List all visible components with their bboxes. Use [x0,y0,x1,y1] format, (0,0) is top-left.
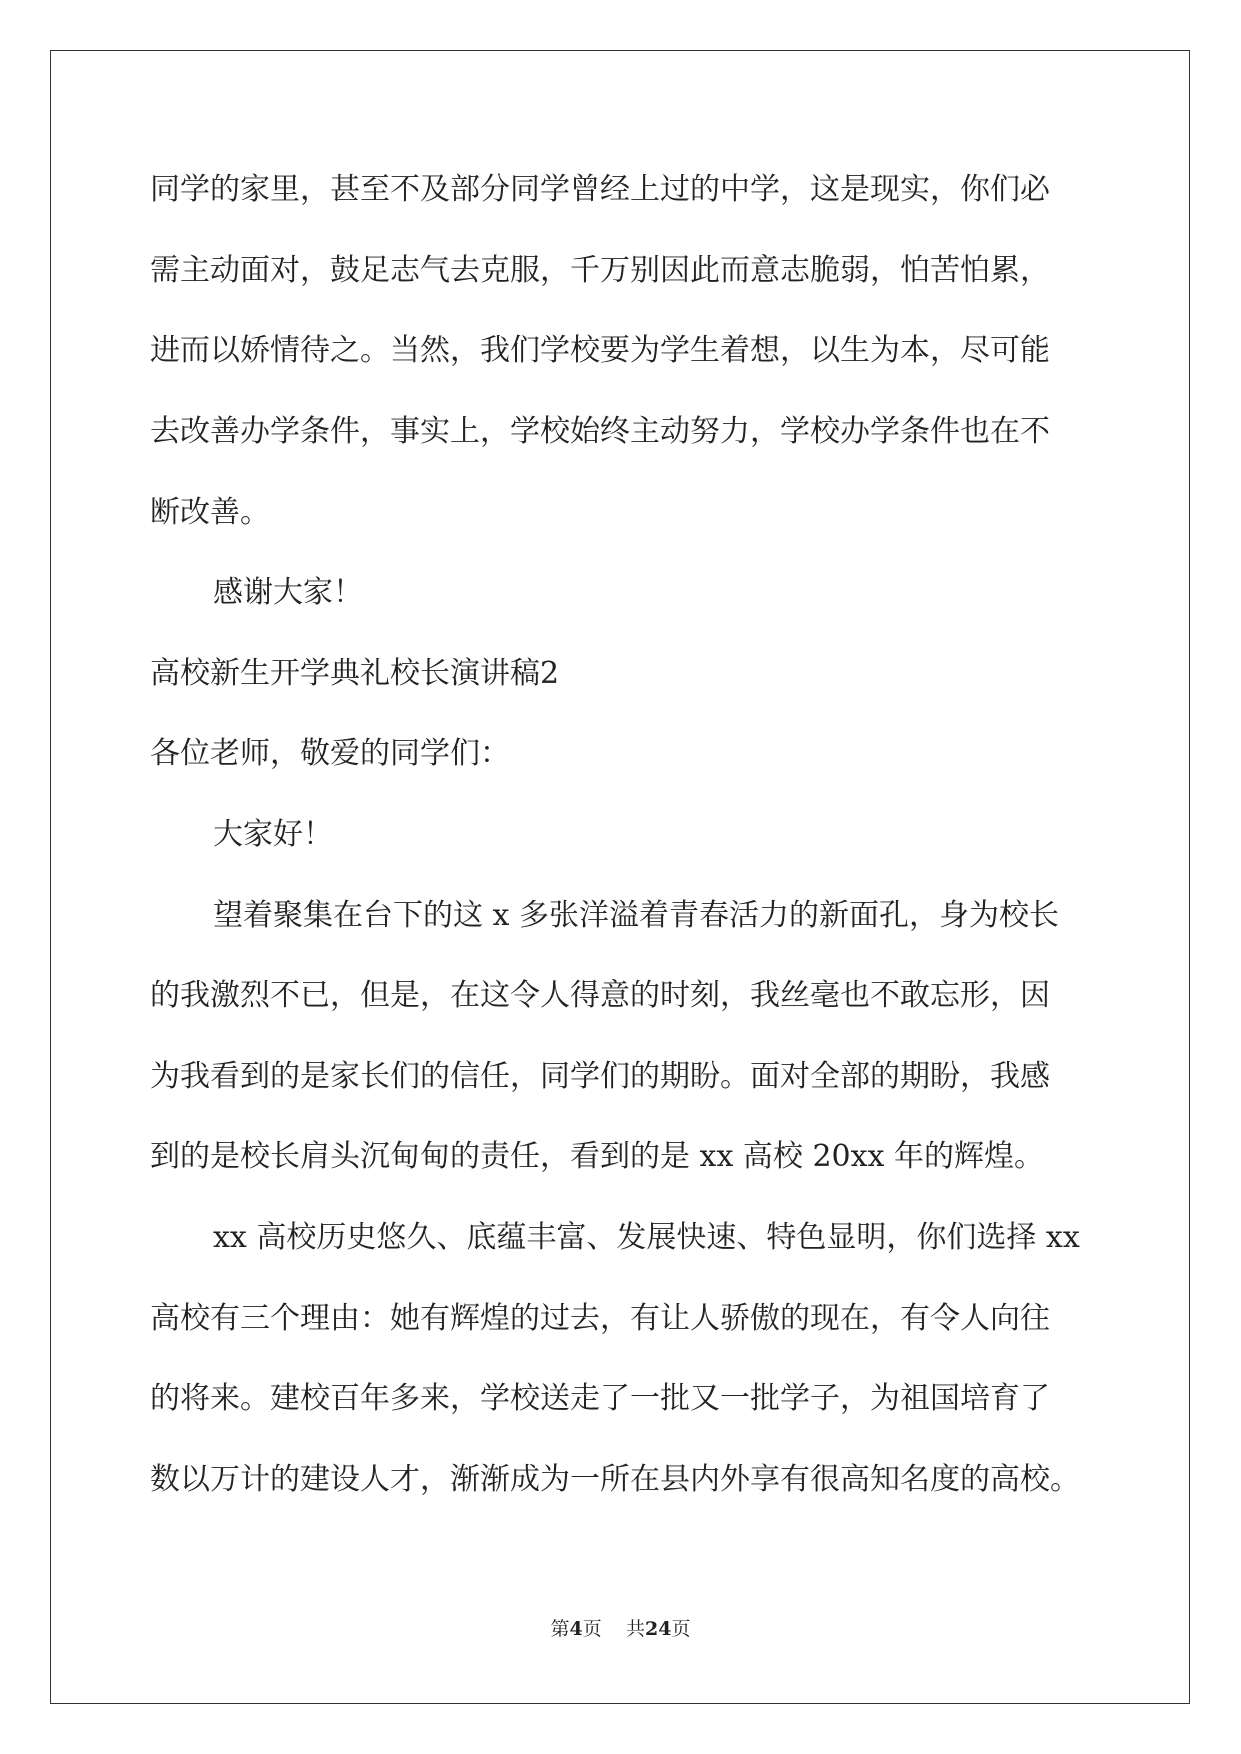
text-line: xx 高校历史悠久、底蕴丰富、发展快速、特色显明，你们选择 xx [213,1220,1080,1255]
greeting: 大家好！ [213,817,333,852]
text-line: 的我激烈不已，但是，在这令人得意的时刻，我丝毫也不敢忘形，因 [150,978,1050,1013]
text-line: 去改善办学条件，事实上，学校始终主动努力，学校办学条件也在不 [150,414,1050,449]
text-line: 的将来。建校百年多来，学校送走了一批又一批学子，为祖国培育了 [150,1381,1050,1416]
page-prefix: 第 [550,1618,570,1640]
page-number: 4 [569,1618,583,1640]
total-prefix: 共 [625,1618,645,1640]
text-line: 需主动面对，鼓足志气去克服，千万别因此而意志脆弱，怕苦怕累， [150,253,1050,288]
page-suffix: 页 [582,1618,602,1640]
section-title: 高校新生开学典礼校长演讲稿2 [150,656,560,691]
page-border [50,50,1190,1704]
text-line: 感谢大家！ [213,575,363,610]
total-pages: 24 [644,1618,672,1640]
text-line: 为我看到的是家长们的信任，同学们的期盼。面对全部的期盼，我感 [150,1059,1050,1094]
text-line: 断改善。 [150,495,270,530]
text-line: 数以万计的建设人才，渐渐成为一所在县内外享有很高知名度的高校。 [150,1462,1080,1497]
salutation: 各位老师，敬爱的同学们： [150,736,510,771]
text-line: 同学的家里，甚至不及部分同学曾经上过的中学，这是现实，你们必 [150,172,1050,207]
text-line: 高校有三个理由：她有辉煌的过去，有让人骄傲的现在，有令人向往 [150,1301,1050,1336]
text-line: 进而以娇情待之。当然，我们学校要为学生着想，以生为本，尽可能 [150,333,1050,368]
text-line: 到的是校长肩头沉甸甸的责任，看到的是 xx 高校 20xx 年的辉煌。 [150,1139,1044,1174]
page-footer [0,1617,1241,1641]
total-suffix: 页 [671,1618,691,1640]
text-line: 望着聚集在台下的这 x 多张洋溢着青春活力的新面孔，身为校长 [213,898,1059,933]
